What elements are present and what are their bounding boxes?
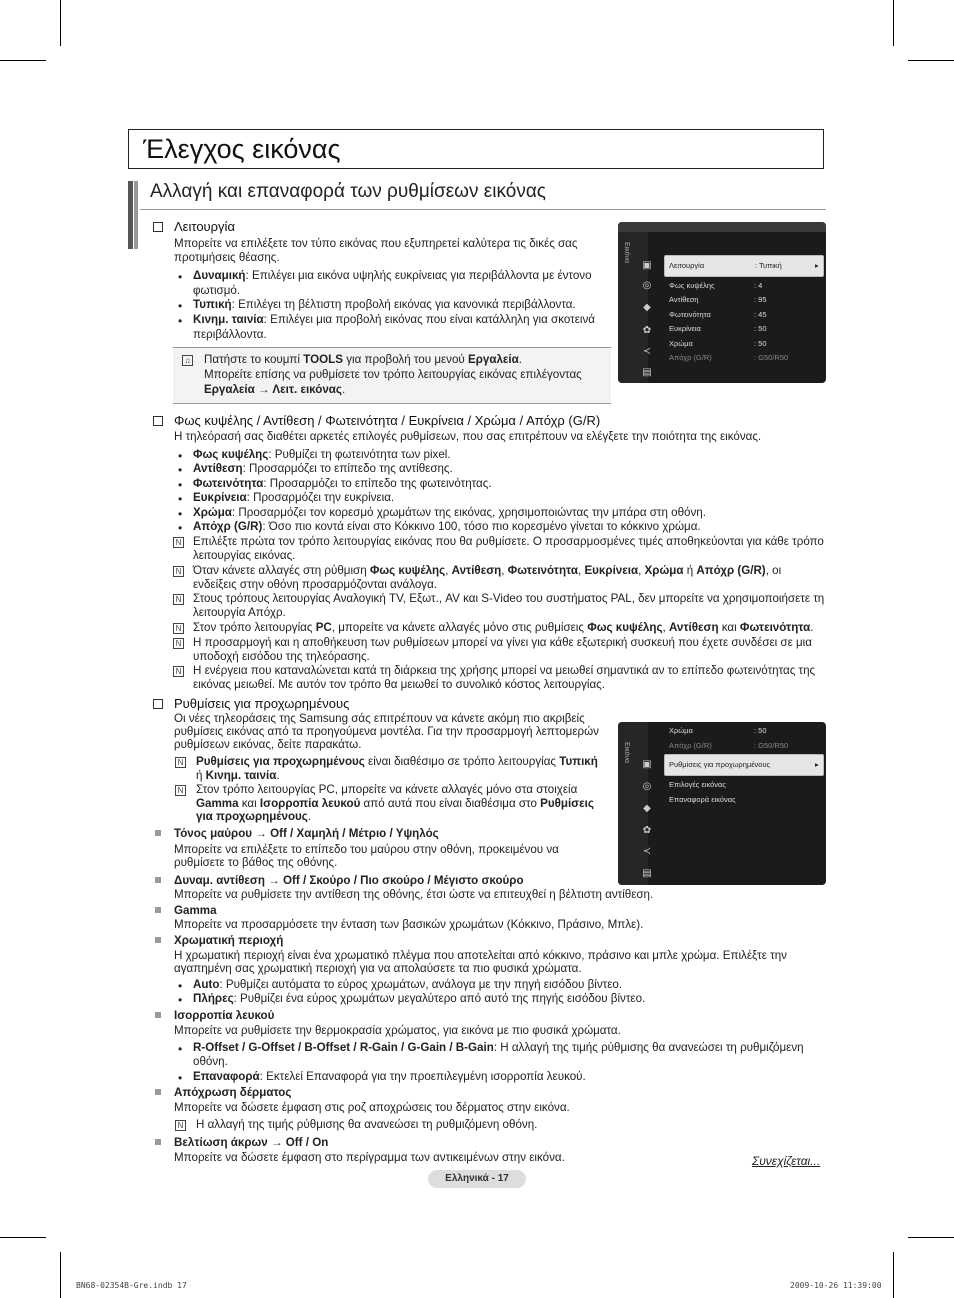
menu-highlight-row[interactable] [664, 255, 824, 277]
picture-icon: ▣ [642, 260, 652, 271]
crop-mark [0, 60, 46, 61]
tools-icon: ♫ [182, 355, 193, 366]
adv-item-head: Gamma [174, 904, 217, 917]
square-bullet [155, 907, 161, 913]
note-icon: N [173, 566, 184, 577]
adv-sub-bullet: Επαναφορά: Εκτελεί Επαναφορά για την προεπιλεγμένη ισορροπία λευκού. [193, 1070, 586, 1083]
tools-line3: Εργαλεία → Λειτ. εικόνας. [204, 383, 346, 396]
adv-item-text: Μπορείτε να ρυθμίσετε την θερμοκρασία χρώματος, για εικόνα με πιο φυσικά χρώματα. [174, 1024, 621, 1037]
square-bullet [155, 1089, 161, 1095]
note-icon: N [173, 594, 184, 605]
menu-item[interactable]: Επιλογές εικόνας [669, 780, 726, 789]
crop-mark [893, 0, 894, 46]
menu-item[interactable]: Απόχρ (G/R) [669, 353, 712, 362]
mode-intro: Μπορείτε να επιλέξετε τον τύπο εικόνας που εξυπηρετεί καλύτερα τις δικές σας [174, 237, 578, 250]
adv-sub-bullet: Auto: Ρυθμίζει αυτόματα το εύρος χρωμάτων, ανάλογα με την πηγή εισόδου βίντεο. [193, 978, 623, 991]
adv-item-text: Η χρωματική περιοχή είναι ένα χρωματικό πλέγμα που αποτελείται από κόκκινο, πράσινο και μπλε χρώμα. Επιλέξτε την [174, 949, 787, 962]
cell-note: λειτουργία Απόχρ. [193, 606, 286, 619]
adv-intro: ρυθμίσεων εικόνας, δείτε παρακάτω. [174, 738, 362, 751]
note-icon: N [173, 666, 184, 677]
menu-item[interactable]: Αντίθεση [669, 295, 699, 304]
crop-mark [908, 1237, 954, 1238]
menu-item-label: Ρυθμίσεις για προχωρημένους [669, 760, 771, 769]
adv-note: για προχωρημένους. [196, 810, 312, 823]
continued-label: Συνεχίζεται... [752, 1154, 821, 1168]
cell-note: Επιλέξτε πρώτα τον τρόπο λειτουργίας εικόνας που θα ρυθμίσετε. Ο προσαρμοσμένες τιμές αποθηκεύονται για κάθε τρόπο [193, 535, 824, 548]
square-bullet [155, 830, 161, 836]
bullet: • [178, 478, 183, 492]
page-number: Ελληνικά - 17 [428, 1170, 526, 1188]
menu-item[interactable]: Φωτεινότητα [669, 310, 711, 319]
page-title-box [128, 129, 824, 169]
adv-note: Στον τρόπο λειτουργίας PC, μπορείτε να κάνετε αλλαγές μόνο στα στοιχεία [196, 783, 578, 796]
cell-note: Η ενέργεια που καταναλώνεται κατά τη διάρκεια της χρήσης μπορεί να μειωθεί σημαντικά αν το επίπεδο φωτεινότητας της [193, 664, 816, 677]
cell-note: Στους τρόπους λειτουργίας Αναλογική TV, Εξωτ., AV και S-Video του συστήματος PAL, δεν μπορείτε να χρησιμοποιήσετε τη [193, 592, 825, 605]
bullet: • [178, 979, 183, 993]
mode-bullet-dynamic-cont: φωτισμό. [193, 284, 241, 297]
channel-icon: ◆ [643, 302, 651, 313]
note-icon: N [175, 785, 186, 796]
adv-note: ή Κινημ. ταινία. [196, 769, 280, 782]
menu-item[interactable]: Χρώμα [669, 726, 693, 735]
bullet: • [178, 314, 183, 328]
menu-item-value: : 4 [754, 281, 763, 290]
square-bullet [155, 1139, 161, 1145]
adv-item-head: Χρωματική περιοχή [174, 934, 284, 947]
bullet: • [178, 993, 183, 1007]
input-icon: ≺ [642, 346, 652, 357]
menu-item-value: : Τυπική [755, 261, 782, 270]
bullet: • [178, 507, 183, 521]
adv-item-head: Απόχρωση δέρματος [174, 1086, 292, 1099]
sound-icon: ◎ [642, 781, 652, 792]
crop-mark [893, 1252, 894, 1298]
adv-item-text: Μπορείτε να δώσετε έμφαση στις ροζ αποχρώσεις του δέρματος στην εικόνα. [174, 1101, 570, 1114]
mode-bullet-movie: Κινημ. ταινία: Επιλέγει μια προβολή εικόνας που είναι κατάλληλη για σκοτεινά [193, 313, 595, 326]
adv-item-text: Μπορείτε να ρυθμίσετε την αντίθεση της οθόνης, έτσι ώστε να επιτευχθεί η βέλτιστη αντίθεση. [174, 888, 654, 901]
adv-intro: ρυθμίσεις εικόνας από τα προηγούμενα μοντέλα. Για την προσαρμογή λεπτομερών [174, 725, 599, 738]
tv-menu-advanced [618, 722, 826, 885]
menu-item[interactable]: Χρώμα [669, 339, 693, 348]
adv-sub-bullet: R-Offset / G-Offset / B-Offset / R-Gain / G-Gain / B-Gain: Η αλλαγή της τιμής ρύθμισης θα ανανεώσει τη ρυθμιζόμενη [193, 1041, 804, 1054]
note-icon: N [173, 537, 184, 548]
menu-item-value: : G50/R50 [754, 741, 789, 750]
menu-side-label: Εικόνα [623, 742, 630, 764]
footer-file: BN68-02354B-Gre.indb 17 [76, 1281, 187, 1290]
bullet: • [178, 1071, 183, 1085]
adv-item-head: Δυναμ. αντίθεση → Off / Σκούρο / Πιο σκούρο / Μέγιστο σκούρο [174, 874, 524, 887]
cell-note: λειτουργίας εικόνας. [193, 549, 296, 562]
crop-mark [60, 0, 61, 46]
square-bullet [155, 937, 161, 943]
menu-item-label: Λειτουργία [669, 261, 705, 270]
section-divider [140, 209, 826, 210]
cell-note: ενδείξεις στην οθόνη προσαρμόζονται ανάλογα. [193, 578, 438, 591]
note-icon: N [175, 757, 186, 768]
menu-item-value: : 50 [754, 339, 767, 348]
bullet: • [178, 449, 183, 463]
menu-item-value: : G50/R50 [754, 353, 789, 362]
cell-bullet: Ευκρίνεια: Προσαρμόζει την ευκρίνεια. [193, 491, 395, 504]
adv-item-head: Ισορροπία λευκού [174, 1009, 275, 1022]
adv-item-text: Μπορείτε να προσαρμόσετε την ένταση των βασικών χρωμάτων (Κόκκινο, Πράσινο, Μπλε). [174, 918, 644, 931]
menu-item[interactable]: Επαναφορά εικόνας [669, 795, 736, 804]
adv-item-text: Μπορείτε να δώσετε έμφαση στο περίγραμμα των αντικειμένων στην εικόνα. [174, 1151, 565, 1164]
bullet: • [178, 1042, 183, 1056]
channel-icon: ◆ [643, 803, 651, 814]
menu-item[interactable]: Ευκρίνεια [669, 324, 701, 333]
cell-bullet: Χρώμα: Προσαρμόζει τον κορεσμό χρωμάτων της εικόνας, χρησιμοποιώντας την μπάρα στη οθόνη. [193, 506, 706, 519]
cell-note: Στον τρόπο λειτουργίας PC, μπορείτε να κάνετε αλλαγές μόνο στις ρυθμίσεις Φως κυψέλης, Αντίθεση και Φωτεινότητα. [193, 621, 814, 634]
tv-menu-picture-mode [618, 222, 826, 383]
mode-bullet-standard: Τυπική: Επιλέγει τη βέλτιστη προβολή εικόνας για κανονικά περιβάλλοντα. [193, 298, 576, 311]
adv-item-text: αγαπημένη σας χρωματική περιοχή για να απολαύσετε τα πιο φυσικά χρώματα. [174, 962, 582, 975]
menu-item-value: : 95 [754, 295, 767, 304]
square-bullet [155, 1012, 161, 1018]
adv-note: Gamma και Ισορροπία λευκού από αυτά που είναι διαθέσιμα στο Ρυθμίσεις [196, 797, 594, 810]
cell-bullet: Απόχρ (G/R): Όσο πιο κοντά είναι στο Κόκκινο 100, τόσο πιο κορεσμένο γίνεται το κόκκινο χρώμα. [193, 520, 701, 533]
tools-line2: Μπορείτε επίσης να ρυθμίσετε τον τρόπο λειτουργίας εικόνας επιλέγοντας [204, 368, 582, 381]
cell-note: Η προσαρμογή και η αποθήκευση των ρυθμίσεων μπορεί να γίνει για κάθε εξωτερική συσκευή που έχετε συνδέσει σε μια [193, 636, 812, 649]
checkbox-icon [153, 699, 163, 709]
section-bar-light [134, 181, 138, 249]
tools-line1: Πατήστε το κουμπί TOOLS για προβολή του μενού Εργαλεία. [204, 353, 522, 366]
menu-item-arrow-icon: ▸ [815, 760, 819, 769]
section-bar [128, 181, 133, 249]
crop-mark [60, 1252, 61, 1298]
bullet: • [178, 463, 183, 477]
checkbox-icon [153, 416, 163, 426]
mode-heading: Λειτουργία [174, 219, 235, 234]
picture-icon: ▣ [642, 759, 652, 770]
mode-bullet-movie-cont: περιβάλλοντα. [193, 328, 267, 341]
adv-intro: Οι νέες τηλεοράσεις της Samsung σάς επιτρέπουν να κάνετε ακόμη πιο ακριβείς [174, 712, 585, 725]
crop-mark [0, 1237, 46, 1238]
adv-item-text: ρυθμίσετε το βάθος της οθόνης. [174, 856, 338, 869]
cell-note: εικόνας μειωθεί. Με αυτόν τον τρόπο θα μειωθεί το συνολικό κόστος λειτουργίας. [193, 678, 605, 691]
menu-highlight-row[interactable] [664, 754, 824, 776]
bullet: • [178, 492, 183, 506]
input-icon: ≺ [642, 846, 652, 857]
adv-sub-bullet-cont: οθόνη. [193, 1055, 228, 1068]
adv-item-text: Μπορείτε να επιλέξετε το επίπεδο του μαύρου στην οθόνη, προκειμένου να [174, 843, 559, 856]
cell-bullet: Φως κυψέλης: Ρυθμίζει τη φωτεινότητα των pixel. [193, 448, 451, 461]
menu-item[interactable]: Φως κυψέλης [669, 281, 715, 290]
application-icon: ▤ [642, 367, 652, 378]
cell-bullet: Αντίθεση: Προσαρμόζει το επίπεδο της αντίθεσης. [193, 462, 453, 475]
application-icon: ▤ [642, 868, 652, 879]
note-icon: N [175, 1120, 186, 1131]
setup-icon: ✿ [642, 825, 652, 836]
checkbox-icon [153, 222, 163, 232]
cell-heading: Φως κυψέλης / Αντίθεση / Φωτεινότητα / Ευκρίνεια / Χρώμα / Απόχρ (G/R) [174, 413, 601, 428]
menu-top-bar [618, 222, 826, 232]
adv-note: Η αλλαγή της τιμής ρύθμισης θα ανανεώσει τη ρυθμιζόμενη οθόνη. [196, 1118, 538, 1131]
mode-intro: προτιμήσεις θέασης. [174, 251, 280, 264]
menu-item-value: : 50 [754, 726, 767, 735]
cell-intro: Η τηλεόρασή σας διαθέτει αρκετές επιλογές ρυθμίσεων, που σας επιτρέπουν να ελέγξετε την ποιότητα της εικόνας. [174, 430, 762, 443]
setup-icon: ✿ [642, 325, 652, 336]
mode-bullet-dynamic: Δυναμική: Επιλέγει μια εικόνα υψηλής ευκρίνειας για περιβάλλοντα με έντονο [193, 269, 592, 282]
page-title: Έλεγχος εικόνας [143, 134, 341, 164]
adv-note: Ρυθμίσεις για προχωρημένους είναι διαθέσιμο σε τρόπο λειτουργίας Τυπική [196, 755, 598, 768]
tools-note-box [173, 347, 611, 404]
adv-heading: Ρυθμίσεις για προχωρημένους [174, 696, 350, 711]
menu-item[interactable]: Απόχρ (G/R) [669, 741, 712, 750]
adv-sub-bullet: Πλήρες: Ρυθμίζει ένα εύρος χρωμάτων μεγαλύτερο από αυτό της πηγής εισόδου βίντεο. [193, 992, 646, 1005]
note-icon: N [173, 638, 184, 649]
sound-icon: ◎ [642, 280, 652, 291]
menu-item-value: : 45 [754, 310, 767, 319]
menu-item-value: : 50 [754, 324, 767, 333]
bullet: • [178, 270, 183, 284]
section-title: Αλλαγή και επαναφορά των ρυθμίσεων εικόνας [150, 181, 546, 202]
crop-mark [908, 60, 954, 61]
bullet: • [178, 521, 183, 535]
menu-item-arrow-icon: ▸ [815, 261, 819, 270]
menu-side-label: Εικόνα [623, 242, 630, 264]
footer-date: 2009-10-26 11:39:00 [790, 1281, 882, 1290]
cell-note: υποδοχή εισόδου της τηλεόρασης. [193, 650, 370, 663]
adv-item-head: Τόνος μαύρου → Off / Χαμηλή / Μέτριο / Υψηλός [174, 827, 439, 840]
bullet: • [178, 299, 183, 313]
cell-bullet: Φωτεινότητα: Προσαρμόζει το επίπεδο της φωτεινότητας. [193, 477, 492, 490]
note-icon: N [173, 623, 184, 634]
cell-note: Όταν κάνετε αλλαγές στη ρύθμιση Φως κυψέλης, Αντίθεση, Φωτεινότητα, Ευκρίνεια, Χρώμα ή Απόχρ (G/R), οι [193, 564, 782, 577]
square-bullet [155, 877, 161, 883]
adv-item-head: Βελτίωση άκρων → Off / On [174, 1136, 329, 1149]
